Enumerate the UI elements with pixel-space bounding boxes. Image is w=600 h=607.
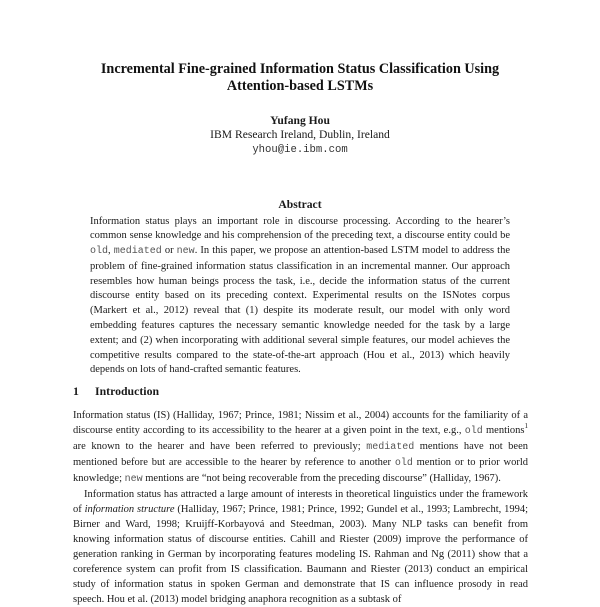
abstract-text: . In this paper, we propose an attention-based LSTM model to address the problem of fine-grained information status classification in an incremental manner. Our approach resembles how human beings process the task, i.e., decide the information status of the current discourse entity based on its preceding context. Experimental results on the ISNotes corpus (Markert et al., 2012) reveal that (1) despite its moderate result, our model with only word embedding features captures the necessary semantic knowledge needed for the task by a large extent; and (2) when incorporating with additional several simple features, our model achieves the competitive results compared to the state-of-the-art approach (Hou et al., 2013) which heavily depends on lots of hand-crafted semantic features.	[90, 245, 511, 376]
code-term-old: old	[394, 457, 413, 469]
intro-paragraph-1	[73, 408, 528, 487]
body-text: Information status (IS) (Halliday, 1967; Prince, 1981; Nissim et al., 2004) accounts for the familiarity of a discourse entity according to its accessibility to the hearer at a given point in the text, e.g.,	[73, 409, 528, 436]
paper-title	[60, 61, 540, 95]
introduction-body	[73, 408, 528, 607]
intro-paragraph-2	[73, 487, 528, 607]
code-term-mediated: mediated	[113, 246, 162, 258]
abstract-text: or	[161, 245, 177, 257]
author-email: yhou@ie.ibm.com	[252, 144, 348, 156]
abstract-body	[90, 215, 510, 379]
code-term-old: old	[90, 246, 109, 258]
abstract-paragraph	[90, 215, 510, 379]
code-term-mediated: mediated	[366, 441, 415, 453]
body-text: mentions	[482, 424, 525, 436]
section-title: Introduction	[95, 384, 160, 398]
code-term-new: new	[124, 473, 143, 485]
body-text: mentions have not been mentioned before but are accessible to the hearer by reference to another	[73, 440, 528, 468]
body-text: (Halliday, 1967; Prince, 1981; Prince, 1992; Gundel et al., 1993; Lambrecht, 1994; Birner and Ward, 1998; Kruijff-Korbayová and Steedman, 2003). Many NLP tasks can benefit from knowing information status of discourse entities. Cahill and Riester (2009) improve the performance of generation ranking in German by incorporating features modeling IS. Rahman and Ng (2011) show that a coreference system can profit from IS classification. Baumann and Riester (2013) conduct an empirical study of information status in spoken German and demonstrate that IS can influence prosody in read speech. Hou et al. (2013) model bridging anaphora recognition as a subtask of	[73, 503, 528, 605]
body-text: mention or to prior world knowledge;	[73, 456, 529, 484]
body-text: Information status has attracted a large amount of interests in theoretical linguistics under the framework of	[73, 488, 528, 515]
section-number: 1	[73, 384, 79, 398]
emphasized-term: information structure	[84, 503, 175, 515]
section-heading-introduction	[73, 384, 159, 398]
code-term-new: new	[176, 246, 195, 258]
abstract-text: ,	[108, 245, 114, 257]
body-text: are known to the hearer and have been referred to previously;	[73, 440, 367, 452]
abstract-text: Information status plays an important role in discourse processing. According to the hearer’s common sense knowledge and his comprehension of the preceding text, a discourse entity could be	[90, 215, 510, 242]
title-line-1: Incremental Fine-grained Information Status Classification Using	[100, 61, 500, 77]
author-affiliation: IBM Research Ireland, Dublin, Ireland	[210, 128, 390, 141]
body-text: mentions are “not being recoverable from the preceding discourse” (Halliday, 1967).	[142, 472, 501, 484]
author-name: Yufang Hou	[270, 114, 330, 127]
title-line-2: Attention-based LSTMs	[226, 78, 374, 94]
code-term-old: old	[464, 425, 483, 437]
abstract-heading: Abstract	[278, 198, 322, 211]
footnote-marker[interactable]: 1	[524, 421, 528, 430]
